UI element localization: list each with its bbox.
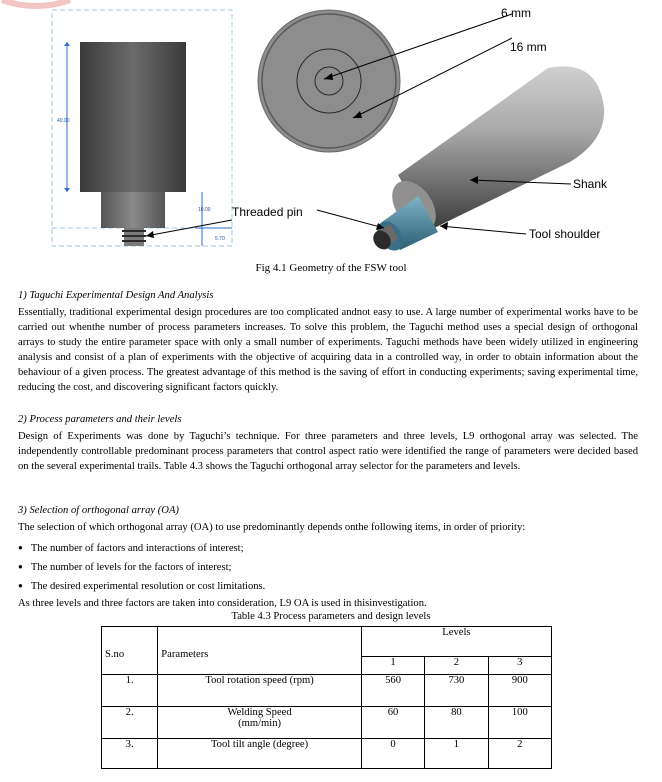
shank-2d — [80, 42, 186, 192]
section1-body: Essentially, traditional experimental design procedures are too complicated andnot easy to use. A large number of experimental works have to be carried out whenthe number of process parameters increases. To solve this problem, the Taguchi method uses a special design of orthogonal arrays to study the entire parameter space with only a small number of experiments. Taguchi methods have been widely utilized in engineering analysis and consist of a plan of experiments with the objective of acquiring data in a controlled way, in order to obtain information about the behaviour of a given process. The greatest advantage of this method is the saving of effort in conducting experiments; saving experimental time, reducing the cost, and discovering significant factors quickly. — [18, 307, 638, 393]
cell-param — [158, 707, 362, 739]
bullet-item: ● The number of levels for the factors of interest; — [18, 560, 265, 579]
logo-mark — [2, 0, 70, 6]
section2-body: Design of Experiments was done by Taguchi’s technique. For three parameters and three levels, L9 orthogonal array was selected. The independently controllable predominant process parameters that control aspect ratio were identified the range of parameters were decided based on the several experimental trails. Table 4.3 shows the Taguchi orthogonal array selector for the parameters and levels. — [18, 431, 638, 472]
section3-heading: 3) Selection of orthogonal array (OA) — [18, 505, 179, 516]
cell-level-3: 2 — [488, 739, 551, 769]
cell-param: Tool tilt angle (degree) — [158, 739, 362, 769]
top-view — [258, 10, 400, 152]
pin-2d — [122, 228, 146, 246]
header-level-1: 1 — [361, 657, 424, 675]
table-caption: Table 4.3 Process parameters and design levels — [231, 611, 431, 622]
header-parameters: Parameters — [158, 627, 362, 675]
dim-10: 10.00 — [198, 207, 211, 213]
process-parameters-table — [101, 626, 552, 769]
figure-caption: Fig 4.1 Geometry of the FSW tool — [255, 262, 407, 274]
dim-40: 40.00 — [57, 118, 70, 124]
tool-geometry-figure — [0, 0, 662, 262]
table-row — [102, 707, 552, 739]
cell-level-1: 560 — [361, 675, 424, 707]
table-row — [102, 739, 552, 769]
label-tool-shoulder: Tool shoulder — [529, 227, 601, 241]
cell-sno: 2. — [102, 707, 158, 739]
cell-level-1: 0 — [361, 739, 424, 769]
header-level-3: 3 — [488, 657, 551, 675]
bullet-item: ● The desired experimental resolution or cost limitations. — [18, 579, 265, 598]
table-row — [102, 675, 552, 707]
dim-5: 5.70 — [215, 236, 225, 242]
header-levels: Levels — [361, 627, 551, 657]
cell-param-line1: Welding Speed — [227, 707, 292, 718]
section3-after: As three levels and three factors are taken into consideration, L9 OA is used in thisinvestigation. — [18, 598, 427, 609]
cell-level-1: 60 — [361, 707, 424, 739]
cell-level-3: 900 — [488, 675, 551, 707]
figure — [0, 0, 662, 262]
section2-heading: 2) Process parameters and their levels — [18, 414, 182, 425]
section1-heading: 1) Taguchi Experimental Design And Analysis — [18, 290, 214, 301]
cell-level-2: 730 — [425, 675, 488, 707]
section3-intro: The selection of which orthogonal array (OA) to use predominantly depends onthe following items, in order of priority: — [18, 522, 526, 533]
label-6mm: 6 mm — [501, 6, 531, 20]
cell-param-line2: (mm/min) — [238, 718, 282, 729]
shoulder-2d — [101, 192, 165, 228]
cell-sno: 3. — [102, 739, 158, 769]
header-sno: S.no — [102, 627, 158, 675]
cell-param: Tool rotation speed (rpm) — [158, 675, 362, 707]
header-level-2: 2 — [425, 657, 488, 675]
cell-level-2: 1 — [425, 739, 488, 769]
label-16mm: 16 mm — [510, 40, 547, 54]
cell-level-3: 100 — [488, 707, 551, 739]
label-shank: Shank — [573, 177, 608, 191]
section3-bullets — [18, 541, 265, 598]
cell-level-2: 80 — [425, 707, 488, 739]
label-threaded-pin: Threaded pin — [232, 205, 303, 219]
cell-sno: 1. — [102, 675, 158, 707]
bullet-item: ● The number of factors and interactions of interest; — [18, 541, 265, 560]
